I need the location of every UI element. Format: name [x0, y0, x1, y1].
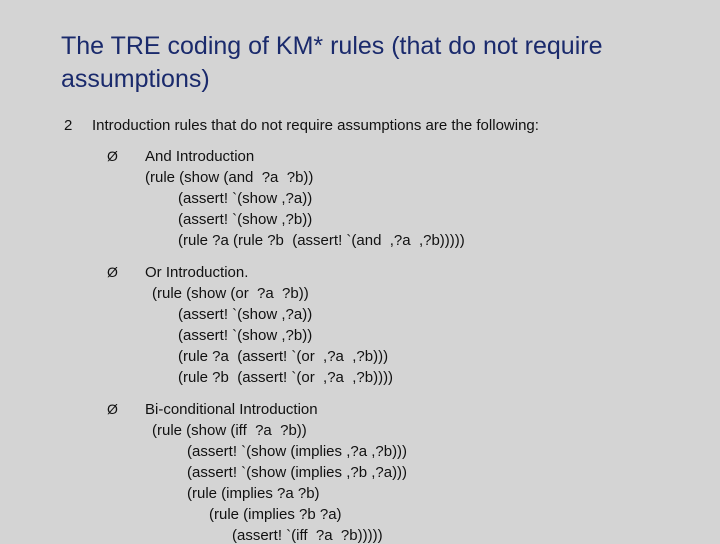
slide-title: The TRE coding of KM* rules (that do not require assumptions)	[61, 32, 603, 93]
intro-text: Introduction rules that do not require assumptions are the following:	[92, 117, 539, 134]
code-line: (rule (implies ?a ?b)	[187, 485, 320, 502]
arrow-bullet-icon: Ø	[107, 401, 118, 417]
bullet-number: 2	[64, 117, 73, 134]
section-heading: And Introduction	[145, 148, 255, 165]
code-line: (rule (implies ?b ?a)	[209, 506, 342, 523]
code-line: (assert! `(show ,?a))	[178, 190, 313, 207]
code-line: (rule ?b (assert! `(or ,?a ,?b))))	[178, 369, 394, 386]
code-line: (assert! `(iff ?a ?b)))))	[232, 527, 383, 544]
section-heading: Bi-conditional Introduction	[145, 401, 318, 418]
code-line: (assert! `(show (implies ,?b ,?a)))	[187, 464, 408, 481]
code-line: (rule ?a (assert! `(or ,?a ,?b)))	[178, 348, 389, 365]
code-line: (rule (show (iff ?a ?b))	[152, 422, 307, 439]
code-line: (rule (show (and ?a ?b))	[145, 169, 314, 186]
code-line: (rule ?a (rule ?b (assert! `(and ,?a ,?b)))))	[178, 232, 465, 249]
arrow-bullet-icon: Ø	[107, 264, 118, 280]
code-line: (assert! `(show ,?a))	[178, 306, 313, 323]
section-heading: Or Introduction.	[145, 264, 249, 281]
arrow-bullet-icon: Ø	[107, 148, 118, 164]
code-line: (rule (show (or ?a ?b))	[152, 285, 309, 302]
code-line: (assert! `(show ,?b))	[178, 211, 313, 228]
code-line: (assert! `(show (implies ,?a ,?b)))	[187, 443, 408, 460]
code-line: (assert! `(show ,?b))	[178, 327, 313, 344]
